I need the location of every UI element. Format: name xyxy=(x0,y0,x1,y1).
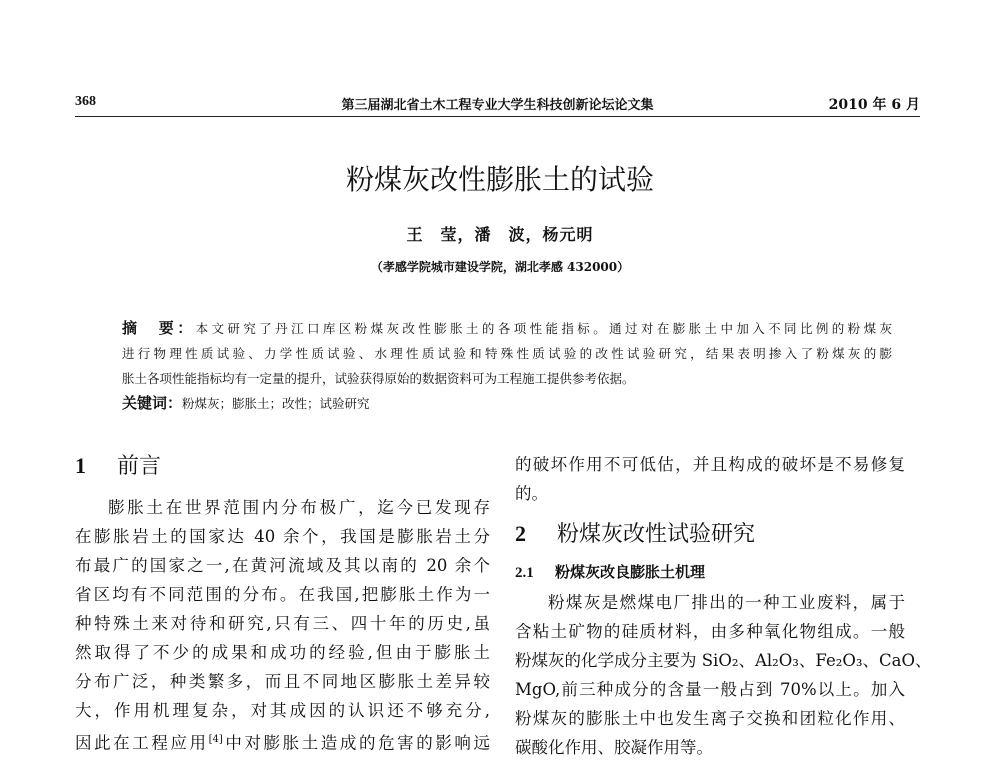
body-line: 粉煤灰是燃煤电厂排出的一种工业废料，属于 xyxy=(548,593,905,612)
abstract-text: 本文研究了丹江口库区粉煤灰改性膨胀土的各项性能指标。通过对在膨胀土中加入不同比例的粉煤灰 xyxy=(195,321,892,336)
abstract-line: 胀土各项性能指标均有一定量的提升，试验获得原始的数据资料可为工程施工提供参考依据。 xyxy=(122,371,635,386)
body-line: 粉煤灰的化学成分主要为 SiO₂、Al₂O₃、Fe₂O₃、CaO、 xyxy=(515,651,932,670)
section-number: 1 xyxy=(75,453,86,478)
abstract-label: 摘 要： xyxy=(122,319,196,337)
body-line: 含粘土矿物的硅质材料，由多种氧化物组成。一般 xyxy=(515,622,905,641)
body-line: 粉煤灰的膨胀土中也发生离子交换和团粒化作用、 xyxy=(515,709,905,728)
keywords-text: 粉煤灰；膨胀土；改性；试验研究 xyxy=(182,396,370,411)
journal-title: 第三届湖北省土木工程专业大学生科技创新论坛论文集 xyxy=(341,98,654,113)
subsection-heading xyxy=(515,556,905,588)
body-line xyxy=(75,725,490,754)
abstract-line xyxy=(122,316,892,341)
running-header xyxy=(75,92,920,117)
body-line: 布最广的国家之一,在黄河流域及其以南的 20 余个 xyxy=(75,556,490,575)
section-heading xyxy=(75,448,490,484)
abstract xyxy=(122,316,892,416)
body-line: 种特殊土来对待和研究,只有三、四十年的历史,虽 xyxy=(75,614,490,633)
page-number: 368 xyxy=(75,94,96,109)
body-line: MgO,前三种成分的含量一般占到 70%以上。加入 xyxy=(515,680,905,699)
subsection-number: 2.1 xyxy=(515,565,534,581)
body-line: 碳酸化作用、胶凝作用等。 xyxy=(515,738,713,757)
section-number: 2 xyxy=(515,521,526,546)
section-title: 前言 xyxy=(117,454,162,479)
body-line: 然取得了不少的成果和成功的经验,但由于膨胀土 xyxy=(75,643,490,662)
body-line: 省区均有不同范围的分布。在我国,把膨胀土作为一 xyxy=(75,585,490,604)
body-text: 因此在工程应用 xyxy=(75,733,209,753)
left-column xyxy=(75,448,490,754)
affiliation: （孝感学院城市建设学院，湖北孝感 432000） xyxy=(370,260,630,274)
body-line: 的。 xyxy=(515,484,548,503)
body-line: 大，作用机理复杂，对其成因的认识还不够充分, xyxy=(75,701,490,720)
citation-ref[interactable]: [4] xyxy=(208,734,223,745)
body-text: 中对膨胀土造成的危害的影响远 xyxy=(222,733,490,753)
body-line: 在膨胀岩土的国家达 40 余个，我国是膨胀岩土分 xyxy=(75,527,490,546)
keywords-label: 关键词： xyxy=(122,394,183,412)
authors: 王 莹，潘 波，杨元明 xyxy=(406,225,594,244)
paper-title: 粉煤灰改性膨胀土的试验 xyxy=(345,163,654,196)
subsection-title: 粉煤灰改良膨胀土机理 xyxy=(555,563,706,581)
keywords xyxy=(122,391,892,416)
abstract-line: 进行物理性质试验、力学性质试验、水理性质试验和特殊性质试验的改性试验研究，结果表明掺入了粉煤灰的膨 xyxy=(122,346,892,361)
issue-date: 2010 年 6 月 xyxy=(828,97,920,113)
section-heading xyxy=(515,516,905,552)
body-line: 的破坏作用不可低估，并且构成的破坏是不易修复 xyxy=(515,455,905,474)
section-title: 粉煤灰改性试验研究 xyxy=(557,522,756,547)
body-line: 膨胀土在世界范围内分布极广，迄今已发现存 xyxy=(108,498,490,517)
right-column xyxy=(515,450,932,762)
body-line: 分布广泛，种类繁多，而且不同地区膨胀土差异较 xyxy=(75,672,490,691)
